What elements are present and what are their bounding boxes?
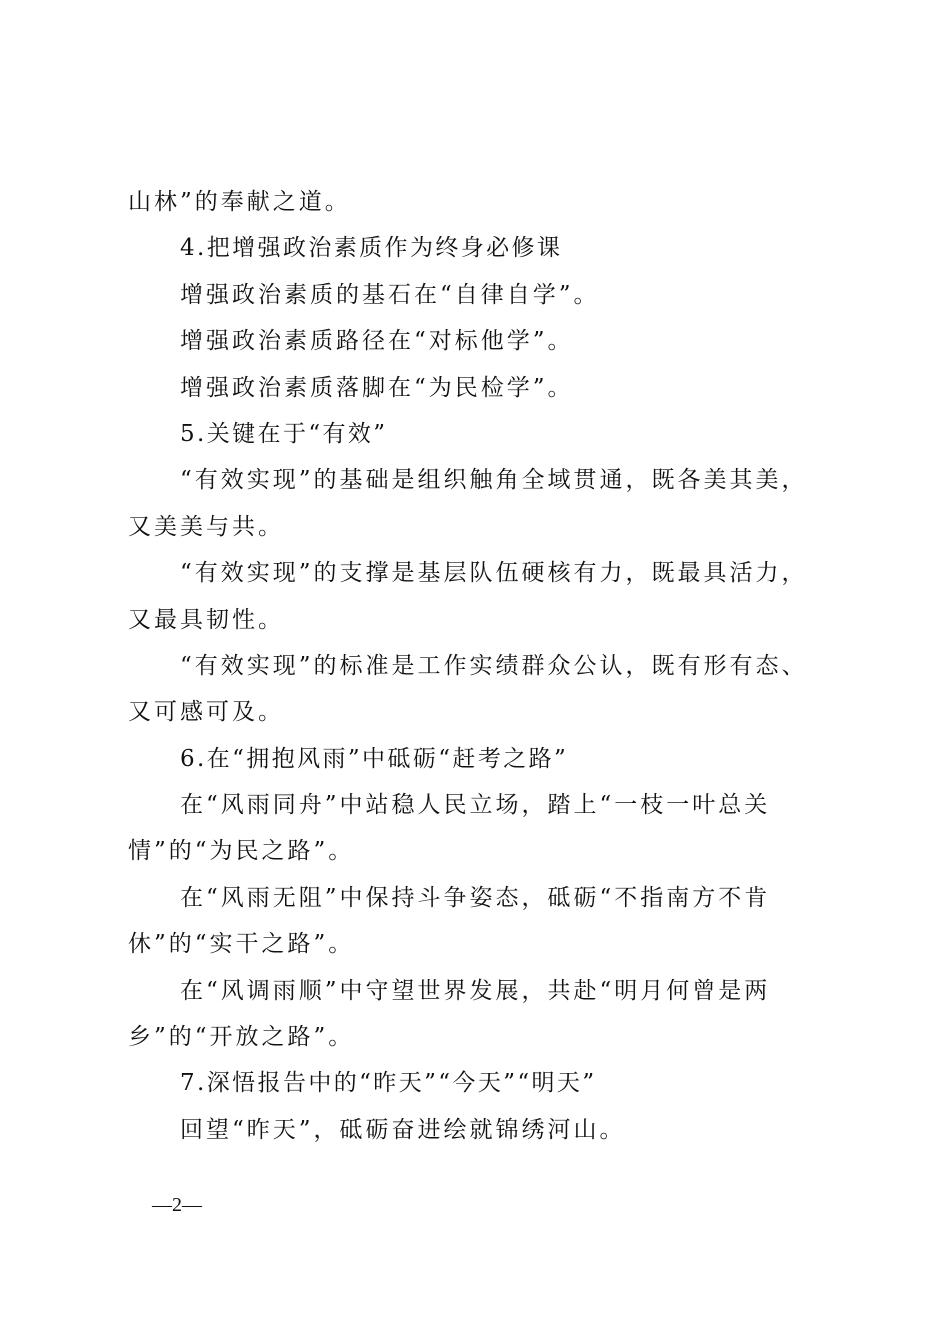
paragraph-line-15: 情”的“为民之路”。 — [128, 838, 355, 865]
paragraph-line-8: 又美美与共。 — [128, 513, 284, 540]
paragraph-line-12: 又可感可及。 — [128, 699, 284, 726]
paragraph-line-4: 增强政治素质路径在“对标他学”。 — [180, 328, 574, 355]
section-heading-7: 7.深悟报告中的“昨天”“今天”“明天” — [180, 1070, 597, 1097]
paragraph-line-5: 增强政治素质落脚在“为民检学”。 — [180, 374, 574, 401]
page-number: —2— — [152, 1194, 202, 1216]
paragraph-line-16: 在“风雨无阻”中保持斗争姿态，砥砺“不指南方不肯 — [180, 884, 771, 911]
paragraph-line-21: 回望“昨天”，砥砺奋进绘就锦绣河山。 — [180, 1116, 626, 1143]
paragraph-line-17: 休”的“实干之路”。 — [128, 931, 355, 958]
section-heading-4: 4.把增强政治素质作为终身必修课 — [180, 235, 563, 262]
paragraph-line-1: 山林”的奉献之道。 — [128, 189, 351, 215]
paragraph-line-10: 又最具韧性。 — [128, 606, 284, 633]
section-heading-6: 6.在“拥抱风雨”中砥砺“赶考之路” — [180, 745, 569, 772]
section-heading-5: 5.关键在于“有效” — [180, 420, 388, 447]
paragraph-line-7: “有效实现”的基础是组织触角全域贯通，既各美其美， — [180, 467, 808, 494]
paragraph-line-18: 在“风调雨顺”中守望世界发展，共赴“明月何曾是两 — [180, 977, 771, 1004]
paragraph-line-11: “有效实现”的标准是工作实绩群众公认，既有形有态、 — [180, 652, 808, 679]
paragraph-line-3: 增强政治素质的基石在“自律自学”。 — [180, 281, 600, 308]
document-body — [128, 179, 818, 1153]
paragraph-line-14: 在“风雨同舟”中站稳人民立场，踏上“一枝一叶总关 — [180, 792, 771, 819]
paragraph-line-19: 乡”的“开放之路”。 — [128, 1024, 355, 1051]
paragraph-line-9: “有效实现”的支撑是基层队伍硬核有力，既最具活力， — [180, 560, 808, 587]
